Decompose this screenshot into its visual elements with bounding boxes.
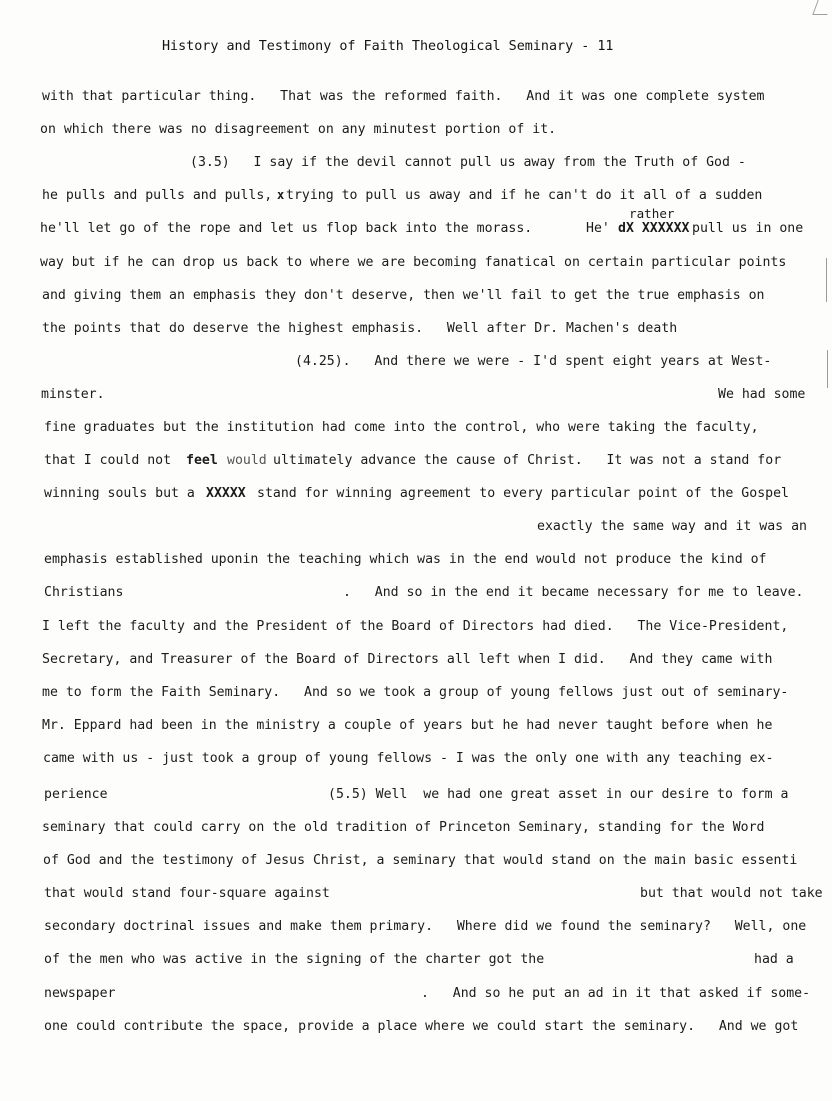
text-line: . And so in the end it became necessary for me to leave. xyxy=(343,585,804,600)
text-line: one could contribute the space, provide a place where we could start the seminary. And we got xyxy=(44,1019,799,1034)
text-line: had a xyxy=(754,952,794,967)
text-line: winning souls but a xyxy=(44,486,195,501)
margin-mark xyxy=(826,258,827,302)
text-line: he'll let go of the rope and let us flop back into the morass. xyxy=(40,221,533,236)
text-line: with that particular thing. That was the reformed faith. And it was one complete system xyxy=(42,89,765,104)
struck-character: x xyxy=(277,188,285,202)
text-line: trying to pull us away and if he can't do it all of a sudden xyxy=(286,188,763,203)
text-line: fine graduates but the institution had come into the control, who were taking the faculty, xyxy=(44,420,759,435)
text-line: on which there was no disagreement on any minutest portion of it. xyxy=(40,122,557,137)
text-line: Christians xyxy=(44,585,124,600)
overtyped-text: would xyxy=(227,453,267,468)
text-line: exactly the same way and it was an xyxy=(537,519,807,534)
text-line: He' xyxy=(586,221,610,236)
text-line: secondary doctrinal issues and make them primary. Where did we found the seminary? Well, one xyxy=(44,919,807,934)
text-line: that would stand four-square against xyxy=(44,886,330,901)
text-line: stand for winning agreement to every particular point of the Gospel xyxy=(257,486,789,501)
struck-out-text: feel xyxy=(186,453,218,468)
text-line: came with us - just took a group of young fellows - I was the only one with any teaching ex- xyxy=(43,751,774,766)
text-line: perience xyxy=(44,787,108,802)
struck-out-text: dX XXXXXX xyxy=(618,221,690,236)
text-line: me to form the Faith Seminary. And so we took a group of young fellows just out of seminary- xyxy=(42,685,789,700)
text-line: emphasis established uponin the teaching which was in the end would not produce the kind of xyxy=(44,552,767,567)
text-line: Mr. Eppard had been in the ministry a couple of years but he had never taught before when he xyxy=(42,718,773,733)
page-header: History and Testimony of Faith Theological Seminary - 11 xyxy=(162,39,614,54)
interlinear-insert: rather xyxy=(629,206,675,221)
struck-out-text: XXXXX xyxy=(206,486,246,501)
text-line: ultimately advance the cause of Christ. It was not a stand for xyxy=(273,453,782,468)
text-line: (5.5) Well we had one great asset in our desire to form a xyxy=(328,787,789,802)
text-line: We had some xyxy=(718,387,806,402)
text-line: Secretary, and Treasurer of the Board of Directors all left when I did. And they came with xyxy=(42,652,773,667)
text-line: but that would not take xyxy=(640,886,823,901)
text-line: of the men who was active in the signing of the charter got the xyxy=(44,952,545,967)
text-line: he pulls and pulls and pulls, xyxy=(42,188,273,203)
text-line: minster. xyxy=(41,387,105,402)
text-line: newspaper xyxy=(44,986,116,1001)
text-line: of God and the testimony of Jesus Christ, a seminary that would stand on the main basic essenti xyxy=(43,853,798,868)
text-line: seminary that could carry on the old tradition of Princeton Seminary, standing for the Word xyxy=(42,820,765,835)
text-line: . And so he put an ad in it that asked if some- xyxy=(421,986,811,1001)
text-line: the points that do deserve the highest emphasis. Well after Dr. Machen's death xyxy=(42,321,678,336)
text-line: (3.5) I say if the devil cannot pull us away from the Truth of God - xyxy=(190,155,746,170)
text-line: that I could not xyxy=(44,453,172,468)
text-line: I left the faculty and the President of the Board of Directors had died. The Vice-President, xyxy=(42,619,789,634)
page-corner-mark xyxy=(812,0,832,15)
text-line: and giving them an emphasis they don't deserve, then we'll fail to get the true emphasis on xyxy=(42,288,765,303)
text-line: (4.25). And there we were - I'd spent eight years at West- xyxy=(295,354,772,369)
text-line: way but if he can drop us back to where we are becoming fanatical on certain particular points xyxy=(40,255,787,270)
margin-mark xyxy=(827,350,828,388)
text-line: pull us in one xyxy=(692,221,804,236)
